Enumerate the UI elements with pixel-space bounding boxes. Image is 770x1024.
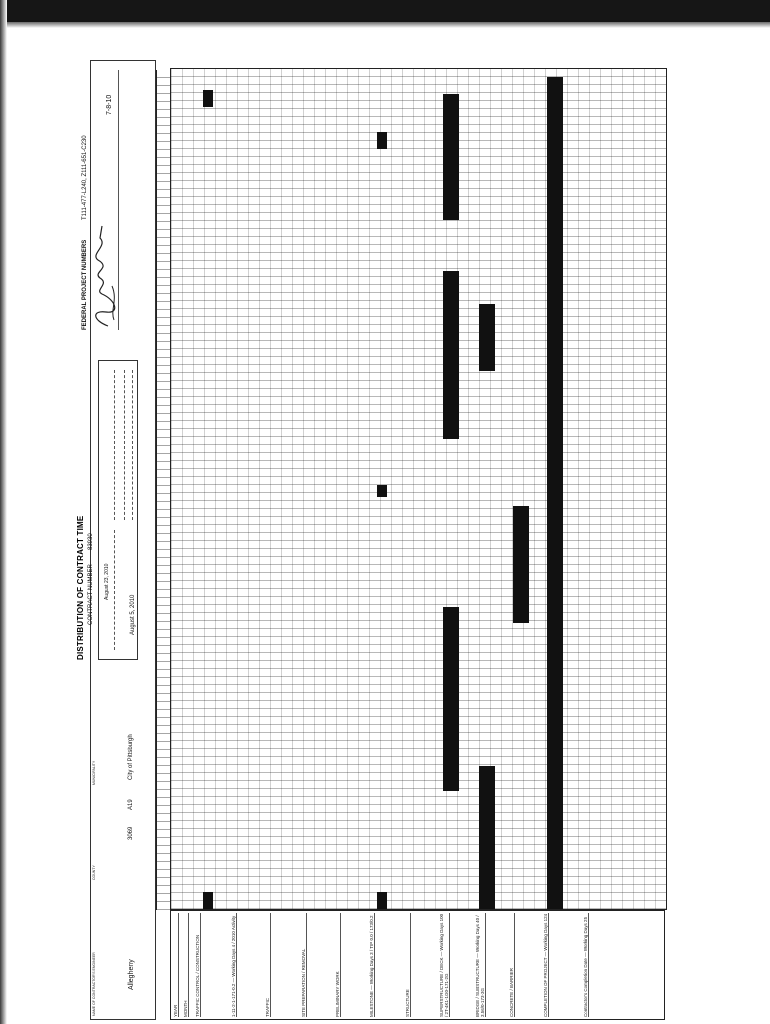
header-label-municipality: MUNICIPALITY xyxy=(92,760,96,785)
activity-row-label: TRAFFIC CONTROL / CONSTRUCTION xyxy=(195,913,201,1017)
activity-bar xyxy=(377,485,387,498)
contract-time-form xyxy=(70,60,680,1020)
activity-bar xyxy=(479,304,495,371)
field-line xyxy=(114,370,115,520)
header-label-county: COUNTY xyxy=(92,865,96,880)
calendar-header-row xyxy=(156,70,171,910)
activity-row-label: STRUCTURE xyxy=(405,913,411,1017)
activity-row-label: YEAR xyxy=(173,913,179,1017)
form-title: DISTRIBUTION OF CONTRACT TIME xyxy=(76,515,85,660)
activity-bar xyxy=(479,766,495,909)
scan-top-shadow xyxy=(0,22,770,28)
federal-project-numbers: T111-477-L240, Z111-651-C230 xyxy=(82,135,88,220)
activity-row-label: PRELIMINARY WORK xyxy=(335,913,341,1017)
field-line xyxy=(124,370,125,520)
activity-bar xyxy=(443,607,459,792)
activity-label-column xyxy=(170,910,665,1020)
activity-row-label: SUPERSTRUCTURE / DECK — Working Days 100 / 2T-4K1-1G0-171-2G xyxy=(439,913,449,1017)
activity-row-label: Contractor's Completion Date — Working Days 25 xyxy=(583,913,589,1017)
schedule-grid xyxy=(170,68,667,910)
activity-bar xyxy=(203,90,213,107)
sign-date: 7-8-10 xyxy=(106,94,113,115)
activity-row-label: MONTH xyxy=(183,913,189,1017)
activity-row-label: 1-11-2-1-171-0.2 — Working Days 4 / 2010 Activity xyxy=(231,913,237,1017)
date-2-value: August 23, 2010 xyxy=(104,563,110,600)
scan-left-edge xyxy=(0,0,7,1024)
activity-bar xyxy=(547,77,563,909)
county-value: Allegheny xyxy=(128,959,135,990)
field-line xyxy=(132,370,133,520)
activity-row-label: MILESTONE — Working Days 3 / TIP 0.0 / 173/0.2 xyxy=(369,913,375,1017)
header-label-engineer: NAME OF CONTRACTOR'S ENGINEER xyxy=(92,952,96,1016)
signature-line xyxy=(118,70,119,330)
activity-bar xyxy=(377,132,387,149)
scan-top-edge xyxy=(0,0,770,22)
field-line xyxy=(114,530,115,650)
signature-image xyxy=(88,200,120,330)
activity-bar xyxy=(443,94,459,220)
activity-row-label: CONCRETE / BARRIER xyxy=(509,913,515,1017)
code-2-value: A19 xyxy=(128,799,134,810)
activity-bar xyxy=(513,506,529,624)
activity-row-label: BRIDGE / SUBSTRUCTURE — Working Days 40 / 3.56/0-173-3G xyxy=(475,913,486,1017)
date-1-value: August 5, 2010 xyxy=(130,594,136,635)
federal-project-label: FEDERAL PROJECT NUMBERS xyxy=(82,239,88,330)
activity-bar xyxy=(443,271,459,439)
contract-number-label: CONTRACT NUMBER xyxy=(88,564,94,625)
activity-row-label: COMPLETION OF PROJECT — Working Days 124 xyxy=(543,913,548,1017)
activity-row-label: TRAFFIC xyxy=(265,913,271,1017)
activity-bar xyxy=(377,892,387,909)
municipality-value: City of Pittsburgh xyxy=(128,734,134,780)
contract-number-value: 83930 xyxy=(88,533,94,550)
code-1-value: 3069 xyxy=(128,826,134,840)
activity-bar xyxy=(203,892,213,909)
activity-row-label: SITE PREPARATION / REMOVAL xyxy=(301,913,307,1017)
